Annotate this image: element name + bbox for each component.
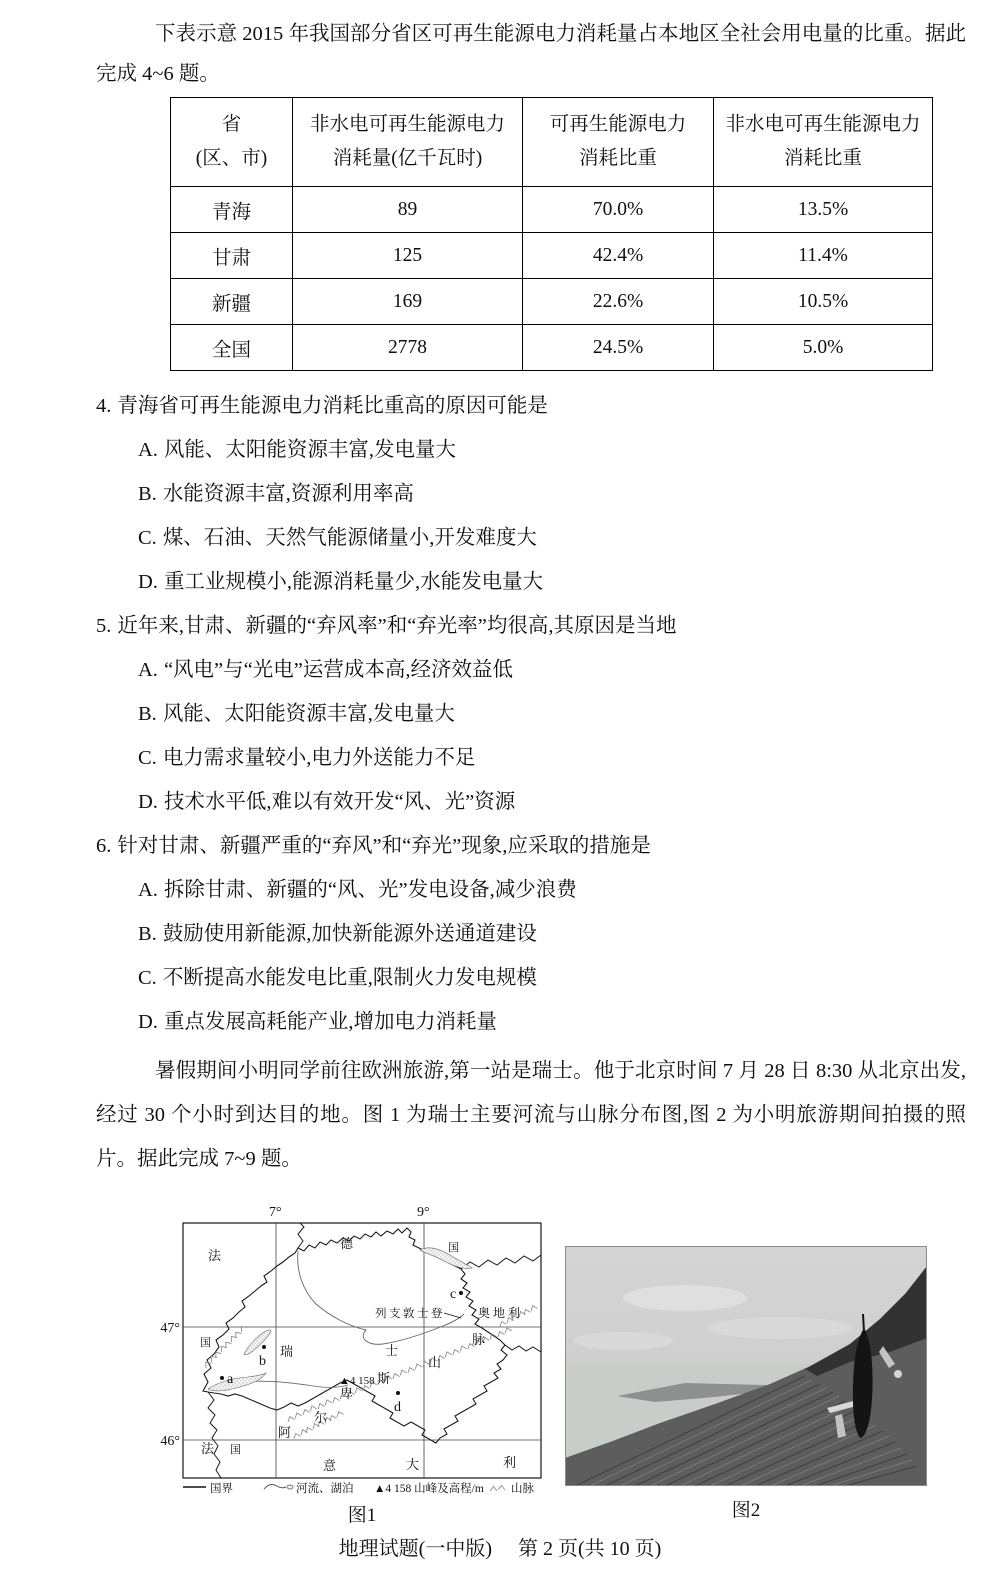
figure2-caption: 图2	[731, 1500, 761, 1521]
map-label-italy-1: 意	[323, 1458, 337, 1473]
map-label-france-bottom-guo: 国	[230, 1444, 241, 1456]
map-label-alps-5: 山	[428, 1355, 442, 1370]
cell: 5.0%	[714, 325, 933, 371]
header-cell-renewable-share: 可再生能源电力 消耗比重	[523, 98, 714, 187]
border-france-germany	[298, 1223, 304, 1248]
border-germany-austria	[461, 1255, 541, 1269]
table-row	[171, 325, 933, 371]
map-label-switzerland-1: 瑞	[280, 1344, 294, 1359]
border-austria-italy	[505, 1345, 541, 1352]
cell: 甘肃	[171, 233, 293, 279]
map-label-alps-6: 脉	[472, 1332, 486, 1347]
question-stem: 针对甘肃、新疆严重的“弃风”和“弃光”现象,应采取的措施是	[117, 835, 651, 857]
cell: 22.6%	[523, 279, 714, 325]
lake-neuchatel	[244, 1330, 271, 1355]
footer-page-number: 第 2 页(共 10 页)	[518, 1538, 662, 1560]
option-b: B. 水能资源丰富,资源利用率高	[138, 483, 414, 505]
point-c-label: c	[450, 1287, 457, 1302]
cell: 新疆	[171, 279, 293, 325]
question-stem: 青海省可再生能源电力消耗比重高的原因可能是	[117, 395, 548, 417]
option-a: A. 拆除甘肃、新疆的“风、光”发电设备,减少浪费	[138, 879, 577, 901]
table-header-row	[171, 98, 933, 187]
cell: 70.0%	[523, 187, 714, 233]
option-c: C. 不断提高水能发电比重,限制火力发电规模	[138, 967, 537, 989]
map-label-italy-3: 利	[503, 1455, 517, 1470]
table-row	[171, 233, 933, 279]
questions-block	[96, 384, 966, 1044]
rhine-river	[298, 1251, 464, 1344]
option-c: C. 电力需求量较小,电力外送能力不足	[138, 747, 476, 769]
option-d: D. 重工业规模小,能源消耗量少,水能发电量大	[138, 571, 544, 593]
cell: 10.5%	[714, 279, 933, 325]
legend-peak-label: ▲4 158 山峰及高程/m	[374, 1483, 484, 1494]
switzerland-map-svg	[148, 1196, 548, 1494]
map-label-france-bottom: 法	[201, 1441, 215, 1456]
map-label-germany-guo: 国	[448, 1242, 459, 1254]
map-label-liechtenstein: 列支敦士登	[375, 1308, 445, 1320]
figure2-photo	[565, 1246, 927, 1522]
cell: 13.5%	[714, 187, 933, 233]
legend-border-label: 国界	[210, 1483, 233, 1494]
lake-constance	[420, 1248, 472, 1269]
figure1-switzerland-map	[148, 1196, 548, 1527]
legend-river-label: 河流、湖泊	[296, 1483, 354, 1494]
page-footer	[0, 1532, 1000, 1561]
map-label-france: 法	[208, 1248, 222, 1263]
lake-geneva	[208, 1373, 266, 1391]
header-cell-nonhydro-share: 非水电可再生能源电力 消耗比重	[714, 98, 933, 187]
header-cell-province: 省 (区、市)	[171, 98, 293, 187]
lon-label: 9°	[417, 1205, 430, 1220]
option-d: D. 重点发展高耗能产业,增加电力消耗量	[138, 1011, 498, 1033]
question-5	[96, 604, 966, 824]
question-number: 4.	[96, 395, 112, 417]
lat-label: 46°	[160, 1434, 180, 1449]
question-stem: 近年来,甘肃、新疆的“弃风率”和“弃光率”均很高,其原因是当地	[117, 615, 677, 637]
legend-mountain-label: 山脉	[511, 1483, 534, 1494]
intro-paragraph: 下表示意 2015 年我国部分省区可再生能源电力消耗量占本地区全社会用电量的比重。据此完成 4~6 题。	[96, 23, 966, 85]
option-a: A. 风能、太阳能资源丰富,发电量大	[138, 439, 457, 461]
cell: 24.5%	[523, 325, 714, 371]
point-a-label: a	[227, 1372, 234, 1387]
map-label-austria: 奥地利	[478, 1306, 524, 1320]
map-label-alps-3: 卑	[340, 1386, 354, 1401]
table-row	[171, 187, 933, 233]
lon-label: 7°	[269, 1205, 282, 1220]
cell: 42.4%	[523, 233, 714, 279]
lat-label: 47°	[160, 1321, 180, 1336]
map-peak-4158: ▲4 158	[339, 1375, 375, 1387]
header-cell-nonhydro-amount: 非水电可再生能源电力 消耗量(亿千瓦时)	[293, 98, 523, 187]
point-d-label: d	[394, 1400, 401, 1415]
option-d: D. 技术水平低,难以有效开发“风、光”资源	[138, 791, 516, 813]
question-4	[96, 384, 966, 604]
photo-cloud	[708, 1317, 852, 1339]
map-legend	[183, 1481, 534, 1494]
footer-title: 地理试题(一中版)	[338, 1538, 492, 1560]
border-france-italy	[208, 1392, 221, 1478]
map-label-italy-2: 大	[406, 1457, 420, 1472]
question-number: 5.	[96, 615, 112, 637]
legend-river-symbol	[264, 1485, 286, 1489]
liechtenstein-pointer	[444, 1313, 461, 1318]
map-label-switzerland-2: 士	[385, 1343, 399, 1358]
cell: 125	[293, 233, 523, 279]
travel-paragraph: 暑假期间小明同学前往欧洲旅游,第一站是瑞士。他于北京时间 7 月 28 日 8:30 从北京出发,经过 30 个小时到达目的地。图 1 为瑞士主要河流与山脉分布图,图 2 为小明旅游期间拍摄的照片。据此完成 7~9 题。	[96, 1060, 966, 1170]
photo-cloud	[623, 1285, 747, 1311]
figure1-caption: 图1	[347, 1505, 377, 1526]
point-a-dot	[220, 1376, 224, 1380]
map-label-alps-2: 尔	[314, 1410, 328, 1425]
point-d-dot	[396, 1391, 400, 1395]
map-label-alps-4: 斯	[377, 1371, 391, 1386]
table-row	[171, 279, 933, 325]
option-a: A. “风电”与“光电”运营成本高,经济效益低	[138, 659, 513, 681]
map-label-alps-1: 阿	[278, 1425, 292, 1440]
legend-mountain-symbol	[490, 1486, 505, 1492]
option-b: B. 鼓励使用新能源,加快新能源外送通道建设	[138, 923, 537, 945]
point-c-dot	[459, 1291, 463, 1295]
cell: 青海	[171, 187, 293, 233]
switzerland-border	[203, 1228, 507, 1443]
option-b: B. 风能、太阳能资源丰富,发电量大	[138, 703, 455, 725]
point-b-label: b	[259, 1354, 266, 1369]
option-c: C. 煤、石油、天然气能源储量小,开发难度大	[138, 527, 537, 549]
cell: 2778	[293, 325, 523, 371]
cell: 11.4%	[714, 233, 933, 279]
cell: 169	[293, 279, 523, 325]
rhone-river	[243, 1381, 348, 1387]
photo-tree-top	[863, 1314, 864, 1332]
cell: 89	[293, 187, 523, 233]
cell: 全国	[171, 325, 293, 371]
question-6	[96, 824, 966, 1044]
photo-svg	[565, 1246, 927, 1486]
point-b-dot	[262, 1345, 266, 1349]
question-number: 6.	[96, 835, 112, 857]
map-label-germany: 德	[340, 1236, 354, 1251]
photo-building	[894, 1370, 902, 1378]
map-label-france-guo: 国	[200, 1337, 211, 1349]
renewable-energy-table	[170, 97, 933, 371]
photo-cloud	[573, 1332, 673, 1350]
